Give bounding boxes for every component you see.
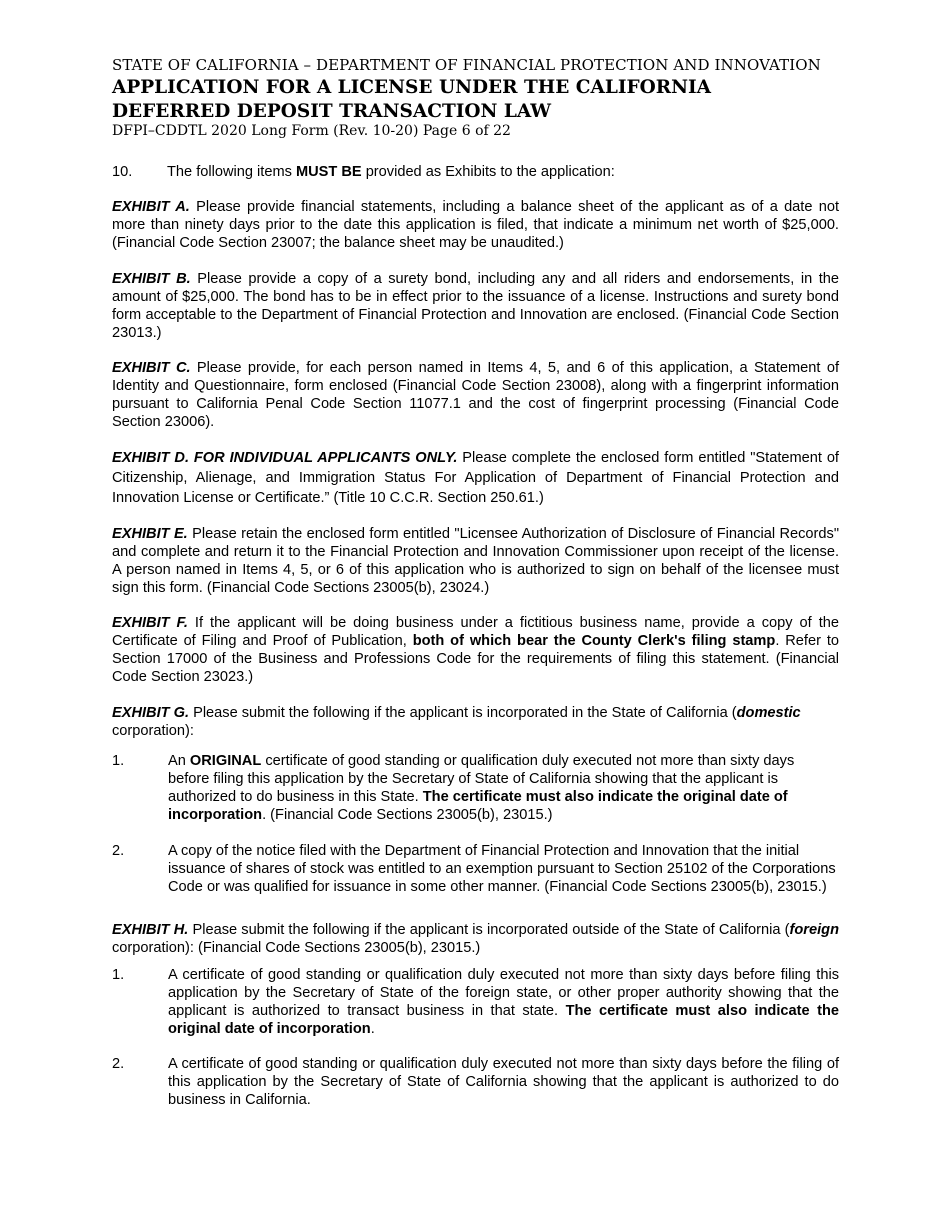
text-run: . (370, 1021, 375, 1037)
exhibit-a-label: EXHIBIT A. (112, 199, 190, 215)
item-10-text-bold: MUST BE (295, 164, 362, 180)
exhibit-e-paragraph (112, 525, 839, 597)
exhibit-e-label: EXHIBIT E. (112, 526, 188, 542)
exhibit-e-text: Please retain the enclosed form entitled "Licensee Authorization of Disclosure of Financial Records" and complete and return it to the Financial Protection and Innovation Commissioner upon receipt of the license. A person named in Items 4, 5, or 6 of this application who is authorized to sign on behalf of the licensee must sign this form. (Financial Code Sections 23005(b), 23024.) (112, 526, 839, 596)
text-run-bold: The certificate must also indicate the original date of incorporation (168, 789, 788, 823)
exhibit-d-label: EXHIBIT D. FOR INDIVIDUAL APPLICANTS ONLY. (112, 450, 458, 466)
exhibit-h-text-after: corporation): (Financial Code Sections 23005(b), 23015.) (112, 940, 481, 956)
form-title-line-2: DEFERRED DEPOSIT TRANSACTION LAW (112, 101, 552, 122)
list-number: 2. (112, 1056, 125, 1072)
exhibit-g-text-before: Please submit the following if the applicant is incorporated in the State of California ( (189, 705, 737, 721)
exhibit-g-domestic: domestic (736, 705, 801, 721)
exhibit-f-text-after: . Refer to Section 17000 of the Business and Professions Code for the requirements of filing this statement. (Financial Code Section 23023.) (112, 633, 839, 685)
text-run-bold: ORIGINAL (189, 753, 262, 769)
exhibit-h-paragraph (112, 921, 839, 957)
text-run: A certificate of good standing or qualification duly executed not more than sixty days before filing this application by the Secretary of State of the foreign state, or other proper authority showing that the applicant is authorized to transact business in that state. (168, 967, 839, 1019)
exhibit-c-label: EXHIBIT C. (112, 360, 191, 376)
text-run-bold: The certificate must also indicate the original date of incorporation (168, 1003, 839, 1037)
list-item-text (168, 752, 839, 824)
list-number: 1. (112, 753, 125, 769)
item-10-text-before: The following items (167, 164, 296, 180)
list-item-text (168, 966, 839, 1038)
text-run: An (168, 753, 190, 769)
form-title-line-1: APPLICATION FOR A LICENSE UNDER THE CALIFORNIA (112, 77, 712, 98)
exhibit-g-paragraph (112, 704, 839, 740)
list-item-text: A copy of the notice filed with the Department of Financial Protection and Innovation that the initial issuance of shares of stock was entitled to an exemption pursuant to Section 25102 of the Corporations Code or was qualified for issuance in some other manner. (Financial Code Sections 23005(b), 23015.) (168, 843, 836, 895)
exhibit-c-paragraph (112, 359, 839, 431)
agency-header: STATE OF CALIFORNIA – DEPARTMENT OF FINANCIAL PROTECTION AND INNOVATION (112, 56, 821, 74)
exhibit-d-paragraph (112, 448, 839, 508)
exhibit-g-item-2 (112, 842, 839, 896)
form-id-page-number: DFPI–CDDTL 2020 Long Form (Rev. 10-20) Page 6 of 22 (112, 123, 511, 139)
exhibit-h-label: EXHIBIT H. (112, 922, 189, 938)
exhibit-g-item-1 (112, 752, 839, 824)
exhibit-b-label: EXHIBIT B. (112, 271, 191, 287)
exhibit-g-text-after: corporation): (112, 723, 194, 739)
exhibit-h-text-before: Please submit the following if the applicant is incorporated outside of the State of California ( (188, 922, 790, 938)
exhibit-f-text-before: If the applicant will be doing business under a fictitious business name, provide a copy of the Certificate of Filing and Proof of Publication, (112, 615, 839, 649)
list-number: 2. (112, 843, 125, 859)
list-item-text: A certificate of good standing or qualification duly executed not more than sixty days before the filing of this application by the Secretary of State of California showing that the applicant is authorized to do business in California. (168, 1056, 839, 1108)
text-run: certificate of good standing or qualification duly executed not more than sixty days before filing this application by the Secretary of State of California showing that the applicant is authorized to do business in this State. (168, 753, 795, 805)
exhibit-h-foreign: foreign (789, 922, 839, 938)
exhibit-a-text: Please provide financial statements, including a balance sheet of the applicant as of a date not more than ninety days prior to the date this application is filed, that indicate a minimum net worth of $25,000. (Financial Code Section 23007; the balance sheet may be unaudited.) (112, 199, 839, 251)
exhibit-f-label: EXHIBIT F. (112, 615, 188, 631)
exhibit-f-text-bold: both of which bear the County Clerk's filing stamp (412, 633, 776, 649)
exhibit-h-item-2 (112, 1055, 839, 1109)
list-number: 1. (112, 967, 125, 983)
exhibit-c-text: Please provide, for each person named in Items 4, 5, and 6 of this application, a Statement of Identity and Questionnaire, form enclosed (Financial Code Section 23008), along with a fingerprint information pursuant to California Penal Code Section 11077.1 and the cost of fingerprint processing (Financial Code Section 23006). (112, 360, 840, 430)
exhibit-b-text: Please provide a copy of a surety bond, including any and all riders and endorsements, in the amount of $25,000. The bond has to be in effect prior to the issuance of a license. Instructions and surety bond form acceptable to the Department of Financial Protection and Innovation are enclosed. (Financial Code Section 23013.) (112, 271, 840, 341)
exhibit-b-paragraph (112, 270, 839, 342)
exhibit-d-text: Please complete the enclosed form entitled "Statement of Citizenship, Alienage, and Immigration Status For Application of Department of Financial Protection and Innovation License or Certificate.” (Title 10 C.C.R. Section 250.61.) (112, 450, 839, 506)
item-10-text-after: provided as Exhibits to the application: (361, 164, 615, 180)
exhibit-f-paragraph (112, 614, 839, 686)
exhibit-h-item-1 (112, 966, 839, 1038)
item-10-number: 10. (112, 164, 133, 180)
exhibit-g-label: EXHIBIT G. (112, 705, 190, 721)
text-run: . (Financial Code Sections 23005(b), 23015.) (262, 807, 553, 823)
item-10 (112, 163, 615, 181)
exhibit-a-paragraph (112, 198, 839, 252)
